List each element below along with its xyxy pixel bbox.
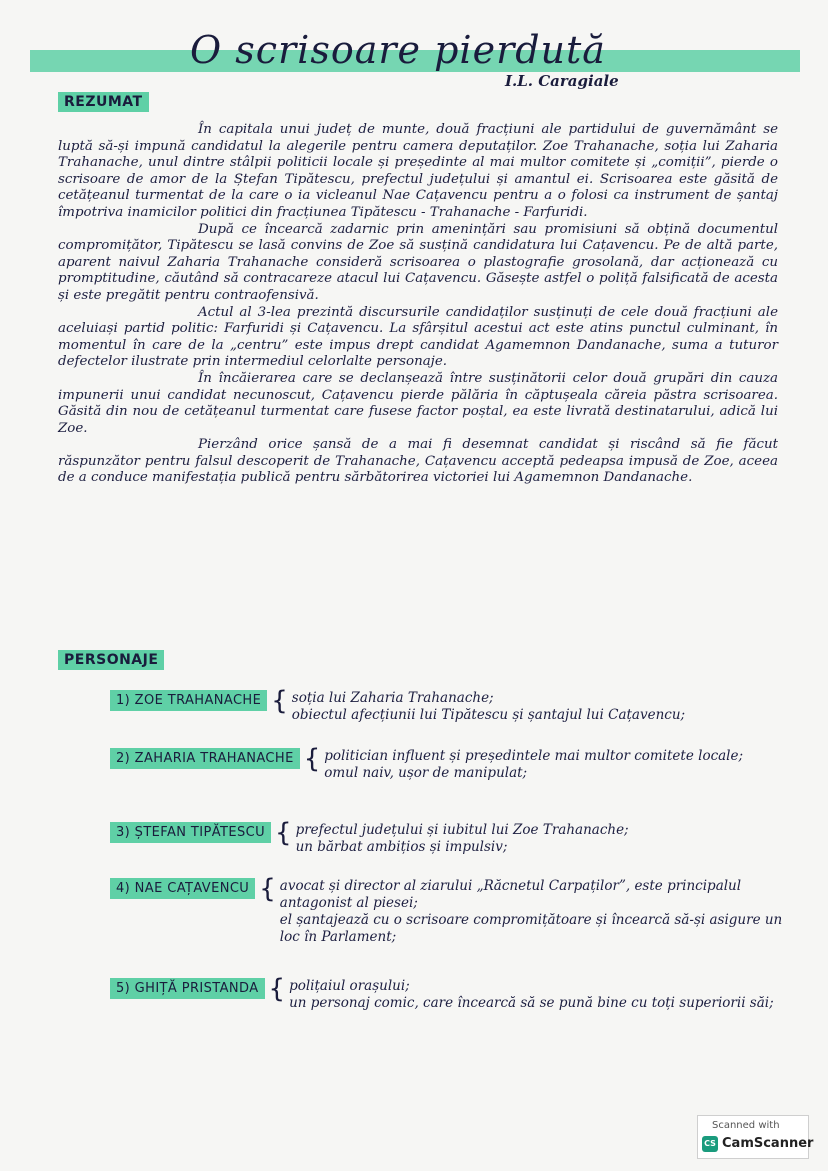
brace-icon: { [275, 818, 292, 848]
summary-paragraph: În capitala unui județ de munte, două fracțiuni ale partidului de guvernământ se luptă să-și impună candidatul la alegerile pentru camera deputaților. Zoe Trahanache, soția lui Zaharia Trahanache, unul dintre stâlpii politicii locale și președinte al mai multor comitete și „comiții”, pierde o scrisoare de amor de la Ștefan Tipătescu, prefectul județului și amantul ei. Scrisoarea este găsită de cetățeanul turmentat de la care o ia vicleanul Nae Cațavencu pentru a o folosi ca instrument de șantaj împotriva inamicilor politici din fracțiunea Tipătescu - Trahanache - Farfuridi. [58, 122, 778, 220]
brace-icon: { [259, 874, 276, 904]
section-label-rezumat: REZUMAT [58, 92, 149, 112]
character-line: obiectul afecțiunii lui Tipătescu și șantajul lui Cațavencu; [291, 707, 686, 723]
character-description [296, 822, 790, 856]
summary-text [58, 122, 778, 487]
character-name: 4) NAE CAȚAVENCU [110, 878, 255, 899]
camscanner-brand: CamScanner [722, 1136, 814, 1151]
character-line: un personaj comic, care încearcă să se pună bine cu toți superiorii săi; [289, 995, 774, 1011]
summary-paragraph: Pierzând orice șansă de a mai fi desemnat candidat și riscând să fie făcut răspunzător pentru falsul descoperit de Trahanache, Cațavencu acceptă pedeapsa impusă de Zoe, aceea de a conduce manifestația publică pentru sărbătorirea victoriei lui Agamemnon Dandanache. [58, 437, 778, 486]
character-ghita-pristanda [110, 974, 790, 1012]
character-line: el șantajează cu o scrisoare compromițătoare și încearcă să-și asigure un loc în Parlament; [279, 912, 783, 945]
brace-icon: { [271, 686, 288, 716]
section-label-personaje: PERSONAJE [58, 650, 164, 670]
summary-paragraph: După ce încearcă zadarnic prin amenințări sau promisiuni să obțină documentul compromițător, Tipătescu se lasă convins de Zoe să susțină candidatura lui Cațavencu. Pe de altă parte, aparent naivul Zaharia Trahanache consideră scrisoarea o plastografie grosolană, dar acționează cu promptitudine, căutând să contracareze atacul lui Cațavencu. Găsește astfel o poliță falsificată de acesta și este pregătit pentru contraofensivă. [58, 221, 778, 303]
summary-paragraph: Actul al 3-lea prezintă discursurile candidaților susținuți de cele două fracțiuni ale aceluiași partid politic: Farfuridi și Cațavencu. La sfârșitul acestui act este atins punctul culminant, în momentul în care de la „centru” este impus drept candidat Agamemnon Dandanache, suma a tuturor defectelor ilustrate prin intermediul celorlalte personaje. [58, 304, 778, 370]
character-line: omul naiv, ușor de manipulat; [324, 765, 528, 781]
camscanner-logo-icon: CS [702, 1136, 718, 1152]
character-line: soția lui Zaharia Trahanache; [291, 690, 494, 706]
brace-icon: { [268, 974, 286, 1004]
brace-icon: { [303, 744, 321, 774]
character-description [280, 878, 790, 946]
character-line: prefectul județului și iubitul lui Zoe Trahanache; [295, 822, 629, 838]
character-description [292, 690, 790, 724]
character-name: 2) ZAHARIA TRAHANACHE [110, 748, 300, 769]
summary-paragraph: În încăierarea care se declanșează între susținătorii celor două grupări din cauza impunerii unui candidat necunoscut, Cațavencu pierde pălăria în căptușeala căreia păstra scrisoarea. Găsită din nou de cetățeanul turmentat care fusese factor poștal, ea este livrată destinatarului, adică lui Zoe. [58, 370, 778, 436]
character-line: un bărbat ambițios și impulsiv; [295, 839, 508, 855]
character-description [324, 748, 790, 782]
scanned-with-label: Scanned with [712, 1120, 780, 1131]
character-description [289, 978, 790, 1012]
character-name: 3) ȘTEFAN TIPĂTESCU [110, 822, 271, 843]
character-line: politician influent și președintele mai multor comitete locale; [324, 748, 744, 764]
character-zoe-trahanache [110, 686, 790, 724]
character-nae-catavencu [110, 874, 790, 946]
character-line: avocat și director al ziarului „Răcnetul Carpaților”, este principalul antagonist al piesei; [279, 878, 742, 911]
character-name: 1) ZOE TRAHANACHE [110, 690, 267, 711]
character-stefan-tipatescu [110, 818, 790, 856]
camscanner-watermark [697, 1115, 814, 1159]
character-line: polițaiul orașului; [289, 978, 410, 994]
character-name: 5) GHIȚĂ PRISTANDA [110, 978, 265, 999]
character-zaharia-trahanache [110, 744, 790, 782]
author-name: I.L. Caragiale [505, 72, 619, 90]
page-title: O scrisoare pierdută [190, 28, 606, 72]
